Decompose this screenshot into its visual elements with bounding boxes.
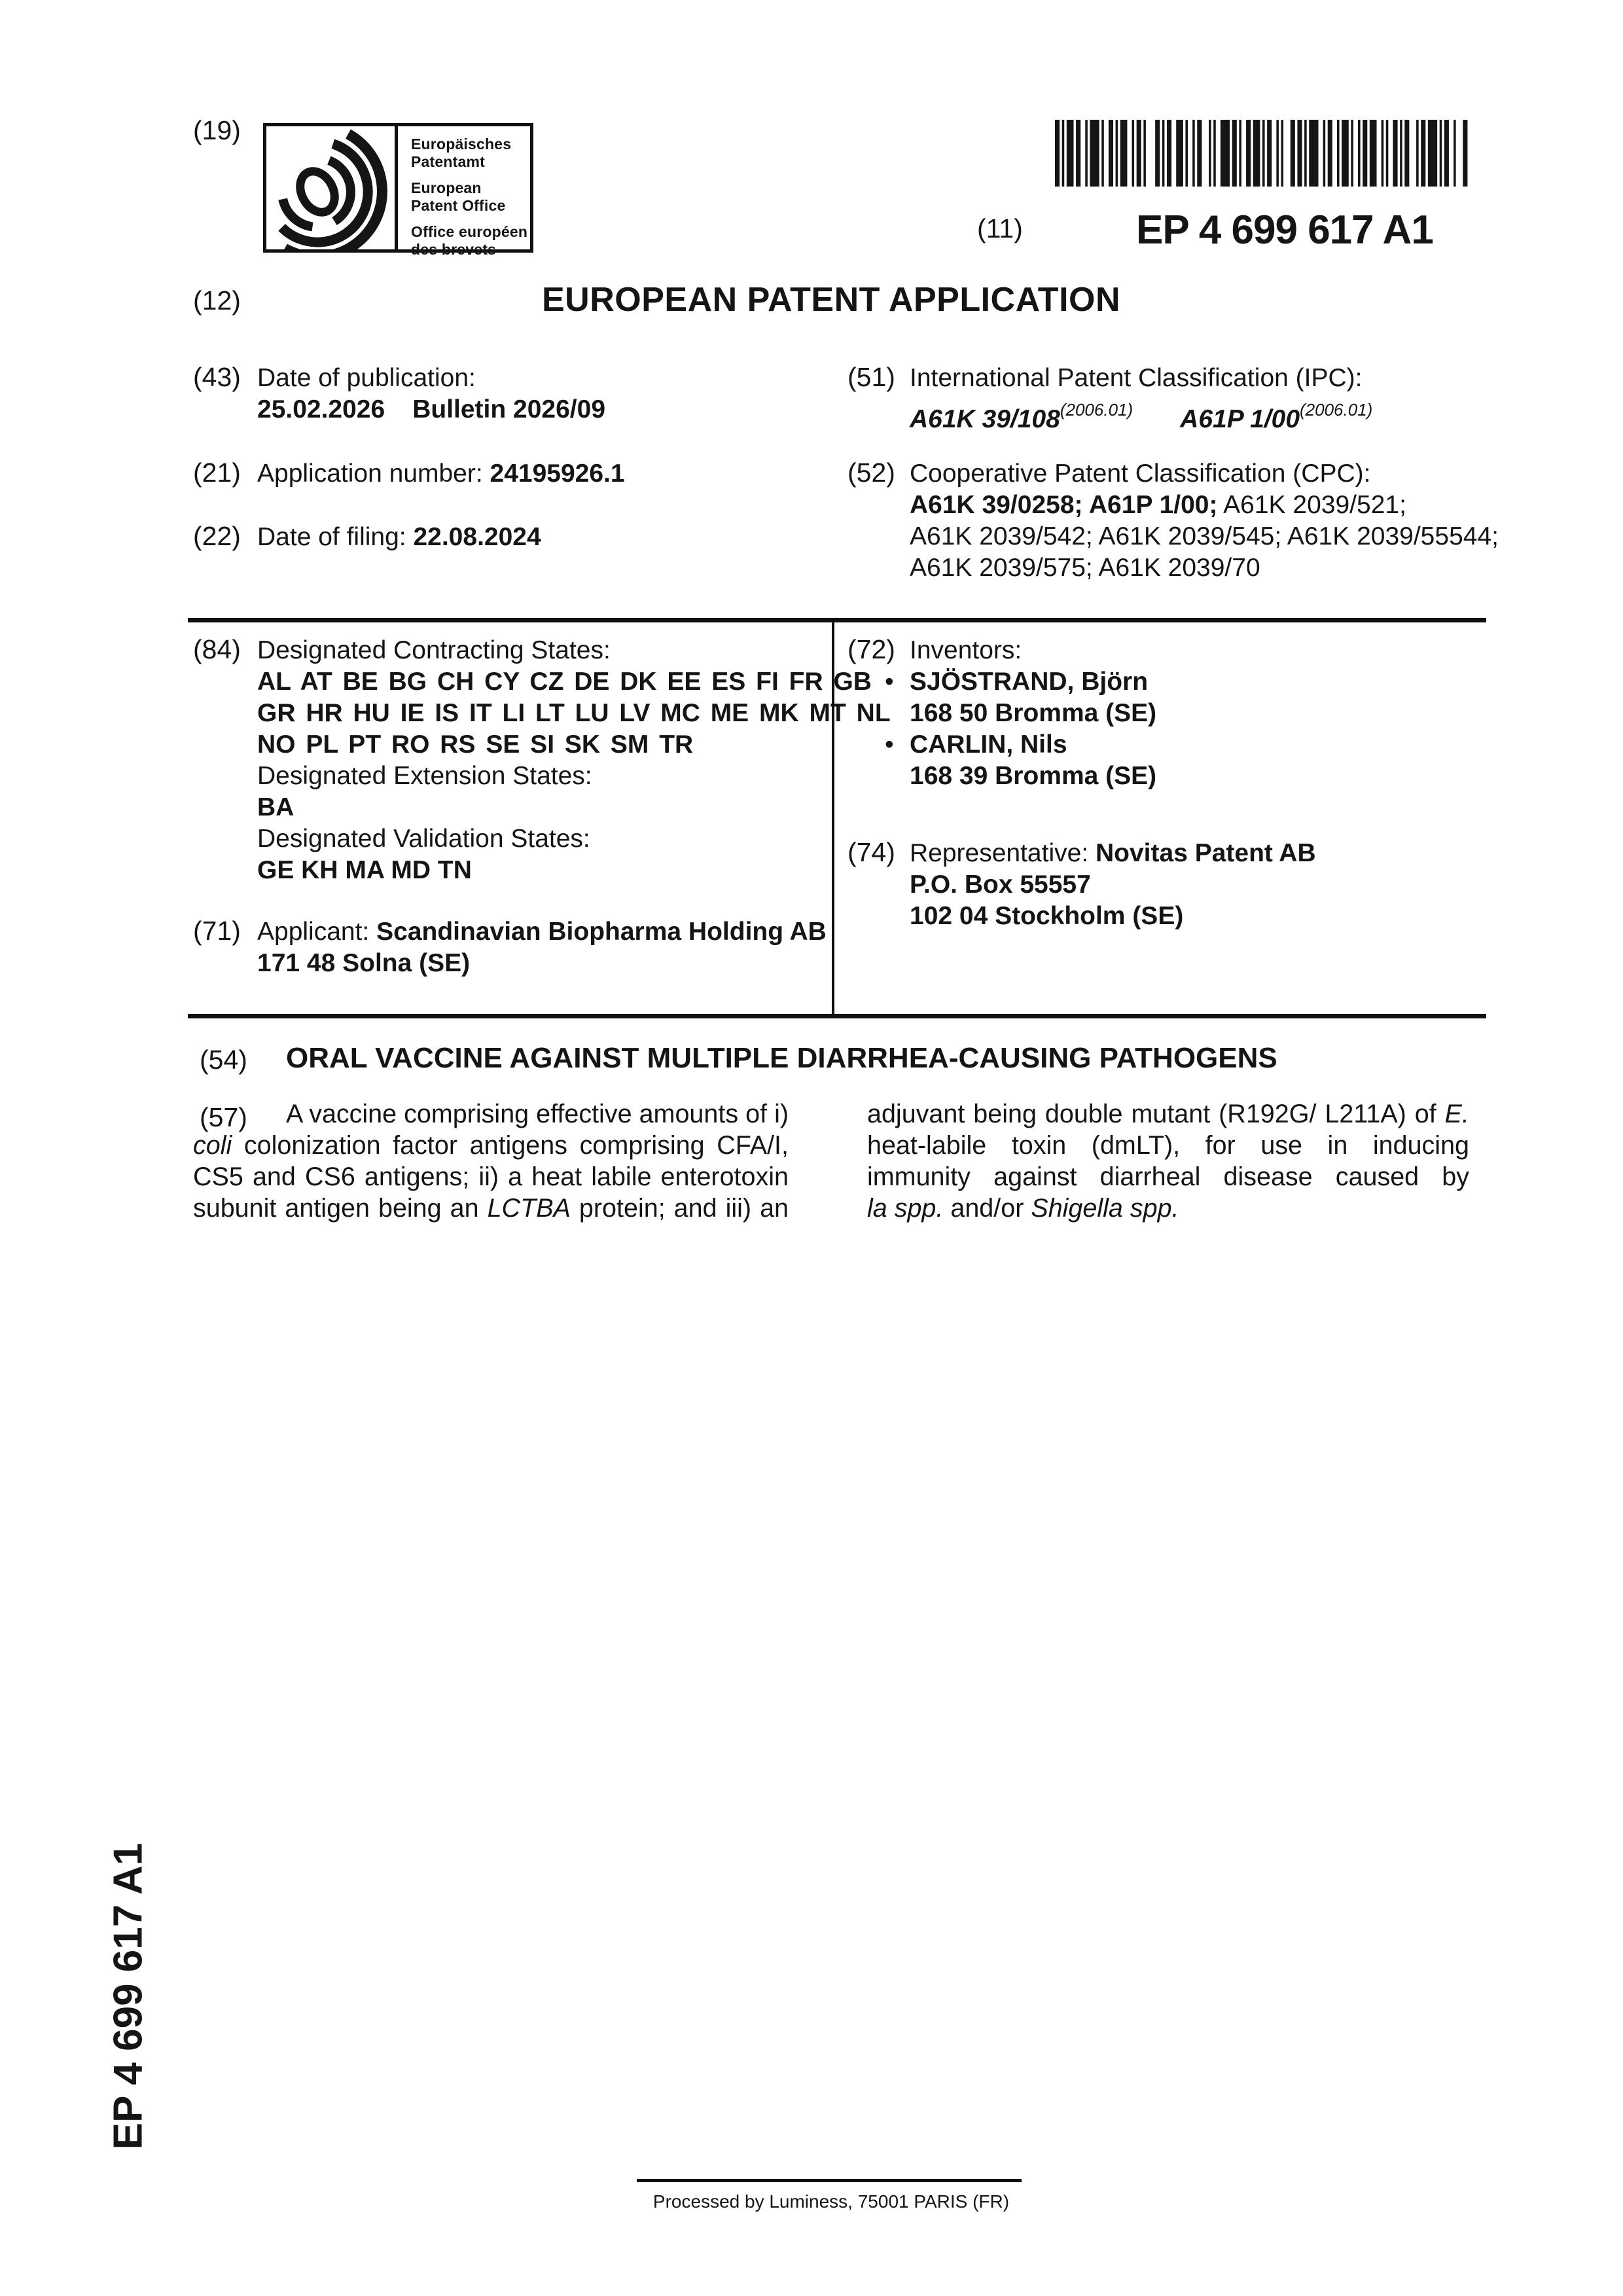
inid-54-number: (54) (200, 1045, 247, 1075)
abstract-line: heat-labile toxin (dmLT), for use in inducing (867, 1131, 1469, 1160)
inventor-1-name: SJÖSTRAND, Björn (910, 668, 1149, 696)
representative-address-line-1: P.O. Box 55557 (910, 870, 1091, 899)
inid-21-number: (21) (193, 457, 241, 488)
footer-processing-note: Processed by Luminess, 75001 PARIS (FR) (652, 2191, 1010, 2212)
barcode-icon (1055, 120, 1470, 187)
cpc-line-1: A61K 39/0258; A61P 1/00; A61K 2039/521; (910, 491, 1406, 519)
abstract-column-2 (867, 1098, 1469, 1224)
inventor-row (847, 666, 1156, 698)
publication-date-value-row (193, 394, 605, 425)
publication-number: EP 4 699 617 A1 (1136, 207, 1433, 253)
ipc-code-1: A61K 39/108 (910, 405, 1060, 433)
inid-22-number: (22) (193, 521, 241, 551)
bullet-icon: • (885, 668, 894, 696)
filing-date: 22.08.2024 (413, 523, 541, 551)
inid-71-block (193, 915, 827, 979)
epo-name-english: European Patent Office (411, 179, 506, 214)
representative-address-line-2: 102 04 Stockholm (SE) (910, 902, 1184, 930)
cpc-line-3: A61K 2039/575; A61K 2039/70 (910, 554, 1260, 582)
abstract-line: la spp. and/or Shigella spp. (867, 1194, 1179, 1223)
epo-logo-box (263, 123, 533, 258)
epo-logo-text (395, 126, 530, 258)
inventor-2-address: 168 39 Bromma (SE) (910, 762, 1157, 790)
document-type-title: EUROPEAN PATENT APPLICATION (541, 281, 1121, 319)
bulletin-number: Bulletin 2026/09 (412, 395, 606, 423)
inid-72-number: (72) (847, 634, 895, 664)
extension-states: BA (257, 793, 294, 821)
inid-43-block (193, 361, 605, 425)
epo-name-german: Europäisches Patentamt (411, 135, 512, 170)
bullet-icon: • (885, 730, 894, 759)
cpc-line-2: A61K 2039/542; A61K 2039/545; A61K 2039/55544; (910, 522, 1499, 550)
inid-21-block (193, 457, 625, 490)
publication-date: 25.02.2026 (257, 395, 385, 423)
inid-19-label: (19) (193, 115, 241, 145)
contracting-states-label: Designated Contracting States: (257, 636, 611, 664)
inid-84-block (193, 634, 891, 886)
inid-74-number: (74) (847, 837, 895, 867)
abstract-line: immunity against diarrheal disease caused by (867, 1162, 1469, 1191)
ipc-code-1-version: (2006.01) (1060, 400, 1133, 420)
applicant-name: Scandinavian Biopharma Holding AB (376, 918, 827, 946)
abstract-line: CS5 and CS6 antigens; ii) a heat labile enterotoxin (193, 1162, 789, 1191)
inid-52-number: (52) (847, 457, 895, 488)
inid-22-block (193, 520, 541, 553)
contracting-states-line-1: AL AT BE BG CH CY CZ DE DK EE ES FI FR GB (257, 668, 872, 696)
inid-71-number: (71) (193, 916, 241, 946)
footer-rule (637, 2179, 1022, 2182)
separator-rule-bottom (188, 1014, 1486, 1018)
inid-52-block (847, 457, 1499, 584)
epo-arcs-logo-icon (266, 126, 395, 249)
contracting-states-line-3: NO PL PT RO RS SE SI SK SM TR (257, 730, 694, 759)
publication-date-label-row (193, 361, 605, 394)
inid-84-number: (84) (193, 634, 241, 664)
representative-label: Representative: (910, 839, 1089, 867)
ipc-codes-row (847, 394, 1372, 435)
inid-72-block (847, 634, 1156, 792)
ipc-code-2: A61P 1/00 (1180, 405, 1300, 433)
inid-43-number: (43) (193, 362, 241, 392)
validation-states: GE KH MA MD TN (257, 856, 472, 884)
inventor-1-address: 168 50 Bromma (SE) (910, 699, 1157, 727)
inid-12-label: (12) (193, 285, 241, 315)
contracting-states-line-2: GR HR HU IE IS IT LI LT LU LV MC ME MK MT NL (257, 699, 891, 727)
application-number-label: Application number: (257, 459, 483, 488)
inid-11-label: (11) (977, 213, 1023, 243)
publication-date-label: Date of publication: (257, 364, 476, 392)
inid-57-number: (57) (200, 1102, 247, 1132)
applicant-address: 171 48 Solna (SE) (257, 949, 471, 977)
abstract-line: A vaccine comprising effective amounts of i) (286, 1100, 789, 1128)
cpc-label: Cooperative Patent Classification (CPC): (910, 459, 1371, 488)
sidebar-publication-number: EP 4 699 617 A1 (105, 1842, 151, 2150)
application-number: 24195926.1 (490, 459, 625, 488)
ipc-label: International Patent Classification (IPC): (910, 364, 1363, 392)
filing-date-label: Date of filing: (257, 523, 406, 551)
separator-rule-top (188, 618, 1486, 622)
invention-title: ORAL VACCINE AGAINST MULTIPLE DIARRHEA-CAUSING PATHOGENS (286, 1042, 1277, 1074)
inid-51-block (847, 361, 1372, 435)
inventor-row (847, 729, 1156, 761)
inventors-label: Inventors: (910, 636, 1022, 664)
extension-states-label: Designated Extension States: (257, 762, 592, 790)
representative-name: Novitas Patent AB (1096, 839, 1316, 867)
epo-name-french: Office européen des brevets (411, 223, 528, 258)
abstract-line: coli colonization factor antigens comprising CFA/I, (193, 1131, 789, 1160)
validation-states-label: Designated Validation States: (257, 825, 590, 853)
ipc-code-2-version: (2006.01) (1300, 400, 1373, 420)
abstract-line: subunit antigen being an LCTBA protein; and iii) an (193, 1194, 789, 1223)
inventor-2-name: CARLIN, Nils (910, 730, 1067, 759)
applicant-label: Applicant: (257, 918, 370, 946)
inid-74-block (847, 836, 1316, 932)
abstract-line: adjuvant being double mutant (R192G/ L211A) of E. (867, 1100, 1469, 1128)
inid-51-number: (51) (847, 362, 895, 392)
abstract-column-1 (193, 1098, 789, 1224)
